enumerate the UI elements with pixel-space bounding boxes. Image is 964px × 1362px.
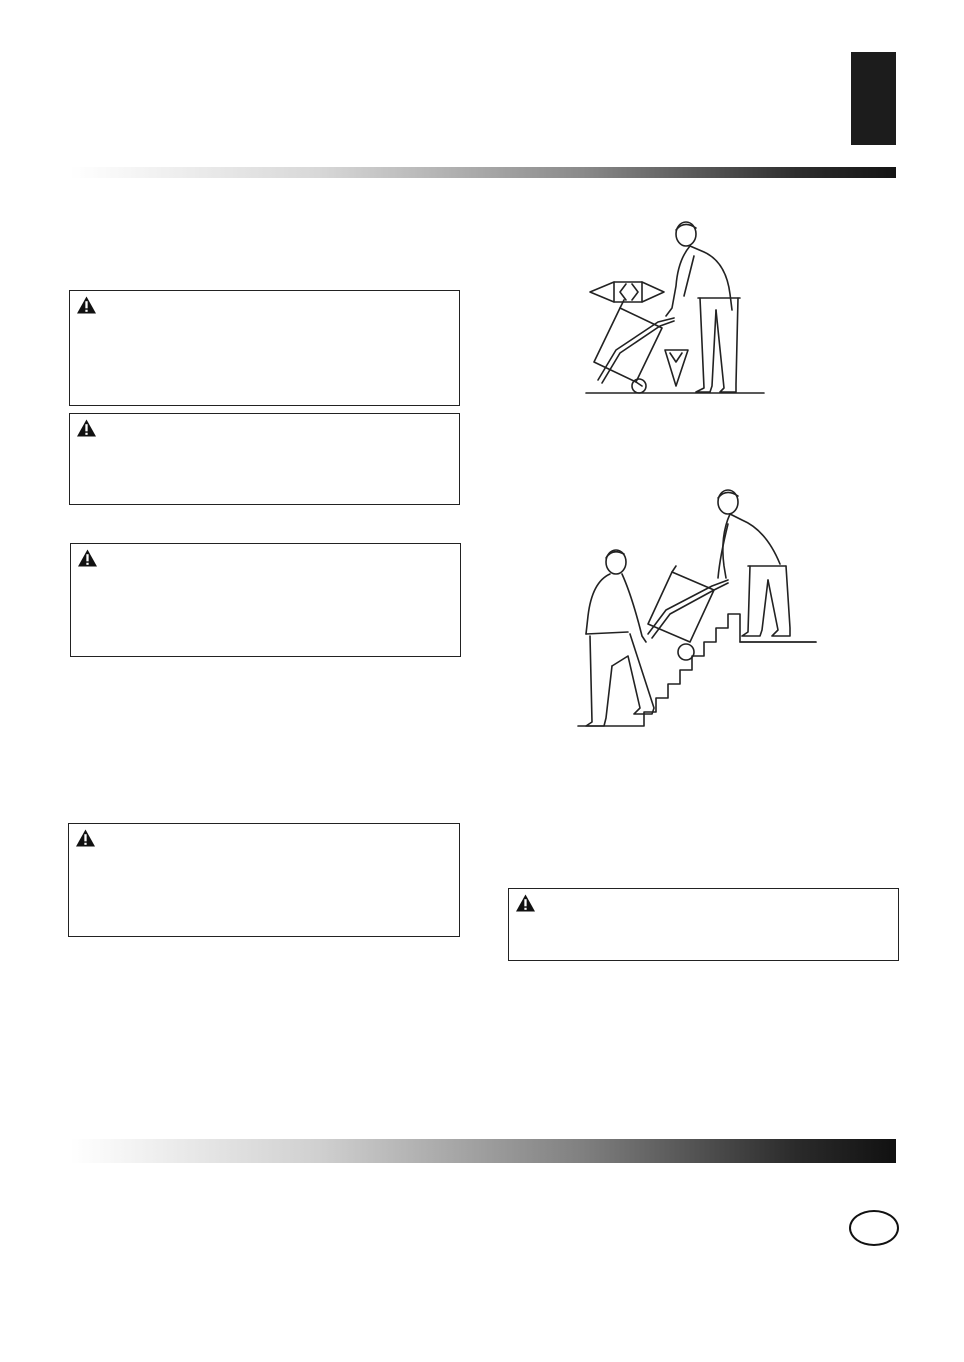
footer-gradient-bar [70, 1139, 896, 1163]
warning-triangle-icon [77, 419, 96, 437]
warning-triangle-icon [78, 549, 97, 567]
stairs-carry-illustration [572, 486, 822, 731]
warning-box-5 [508, 888, 899, 961]
warning-triangle-icon [77, 296, 96, 314]
warning-box-1 [69, 290, 460, 406]
hand-truck-tilt-illustration [580, 210, 780, 400]
warning-box-2 [69, 413, 460, 505]
header-gradient-bar [70, 167, 896, 178]
page-number-badge [849, 1210, 899, 1246]
section-tab [851, 52, 896, 145]
warning-box-3 [70, 543, 461, 657]
warning-triangle-icon [76, 829, 95, 847]
warning-triangle-icon [516, 894, 535, 912]
warning-box-4 [68, 823, 460, 937]
